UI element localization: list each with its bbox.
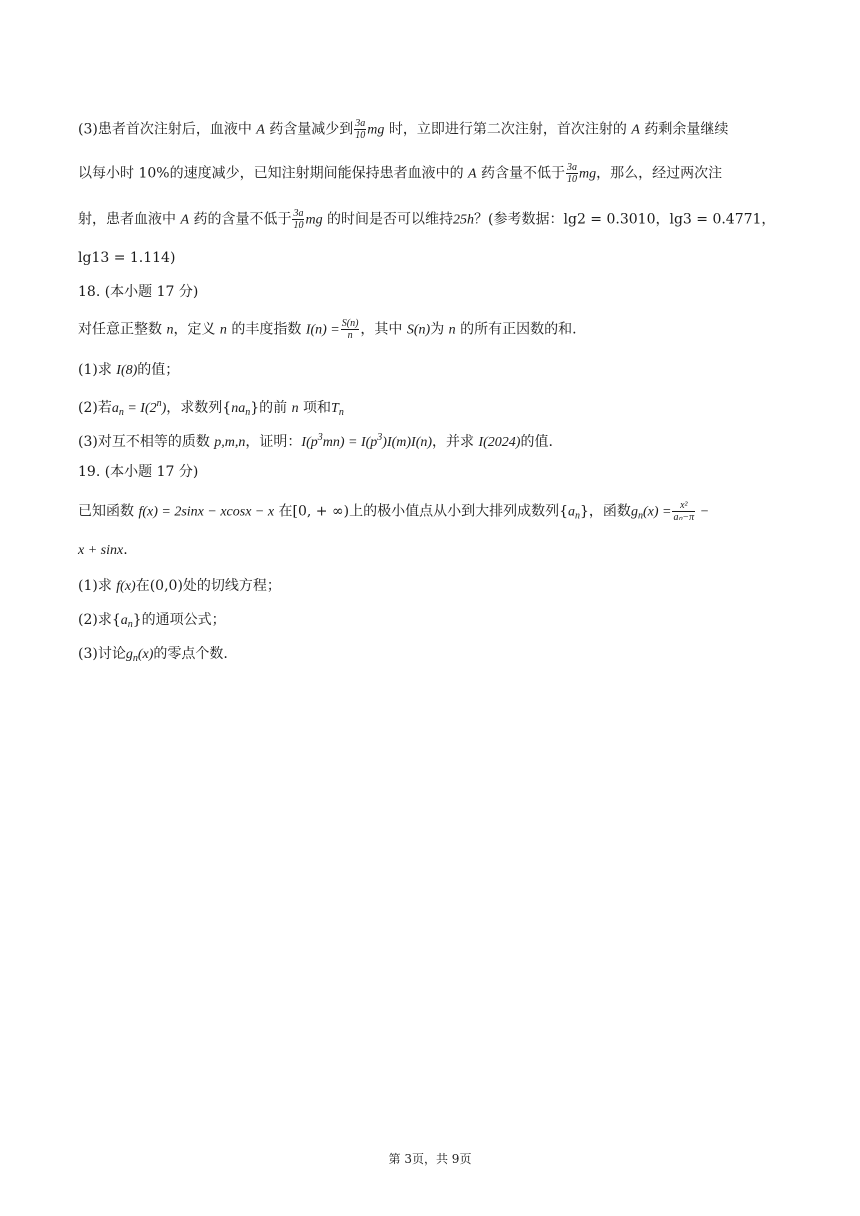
p17-part3-line3: 射，患者血液中 A 药的含量不低于 $\frac{3a}{10}$ mg 的时间是否可以维持25h？(参考数据：lg2 = 0.3010，lg3 = 0.4771， bbox=[78, 208, 776, 231]
q19-part2: (2)求$\{a_n\}$的通项公式； bbox=[78, 612, 226, 630]
q18-definition: 对任意正整数 n，定义 n 的丰度指数 I(n) = $\frac{S(n)}{n}$ ，其中 S(n)为 n 的所有正因数的和. bbox=[78, 318, 577, 341]
p17-part3-line4: lg13 = 1.114) bbox=[78, 250, 176, 266]
p17-part3-line1: (3)患者首次注射后，血液中 A 药含量减少到 $\frac{3a}{10}$ mg 时，立即进行第二次注射，首次注射的 A 药剩余量继续 bbox=[78, 118, 729, 141]
q18-part1: (1)求 I(8)的值； bbox=[78, 362, 180, 378]
q18-part2: (2)若$a_n = I(2^n)$，求数列$\{na_n\}$的前 n 项和$T_n$ bbox=[78, 398, 344, 418]
fraction-3a-10: $\frac{3a}{10}$ bbox=[293, 208, 304, 231]
q18-part3: (3)对互不相等的质数 p,m,n，证明：$I(p^3mn) = I(p^3)I(m)I(n)$，并求 I(2024)的值. bbox=[78, 432, 553, 450]
fraction-3a-10: $\frac{3a}{10}$ bbox=[355, 118, 366, 141]
q19-part3: (3)讨论$g_n(x)$的零点个数. bbox=[78, 646, 228, 664]
q19-part1: (1)求 f(x)在(0,0)处的切线方程； bbox=[78, 578, 281, 594]
q18-header: 18. (本小题 17 分) bbox=[78, 284, 199, 300]
q19-header: 19. (本小题 17 分) bbox=[78, 464, 199, 480]
fraction-Sn-over-n: $\frac{S(n)}{n}$ bbox=[341, 318, 359, 341]
fraction-3a-10: $\frac{3a}{10}$ bbox=[567, 162, 578, 185]
p17-part3-line2: 以每小时 10%的速度减少，已知注射期间能保持患者血液中的 A 药含量不低于 $\frac{3a}{10}$ mg，那么，经过两次注 bbox=[78, 162, 723, 185]
q19-statement-line2: x + sinx. bbox=[78, 542, 128, 558]
page-footer: 第 3页，共 9页 bbox=[388, 1152, 472, 1166]
q19-statement-line1: 已知函数 f(x) = 2sinx − xcosx − x 在[0, + ∞)上的极小值点从小到大排列成数列$\{a_n\}$，函数$g_n(x)$ = $\frac{\text{x²}}{\text{aₙ−π}}$ − bbox=[78, 500, 710, 523]
fraction-x2-over-an-minus-pi: $\frac{\text{x²}}{\text{aₙ−π}}$ bbox=[673, 500, 695, 523]
